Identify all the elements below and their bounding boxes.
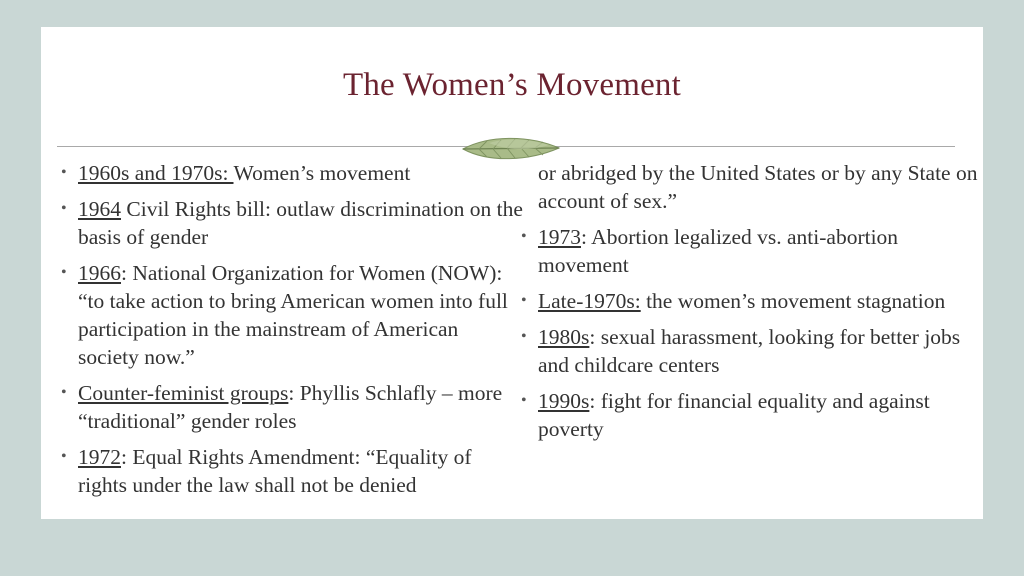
bullet-highlight: 1960s and 1970s: bbox=[78, 161, 234, 185]
bullet-text: the women’s movement stagnation bbox=[640, 289, 946, 313]
bullet-text: : sexual harassment, looking for better jobs and childcare centers bbox=[538, 325, 961, 377]
slide-title: The Women’s Movement bbox=[342, 67, 681, 103]
bullet-text: Civil Rights bill: outlaw discrimination on the basis of gender bbox=[78, 197, 523, 249]
left-column bbox=[59, 159, 524, 507]
bullet-text: : Phyllis Schlafly – more “traditional” gender roles bbox=[78, 381, 503, 433]
bullet-highlight: 1980s bbox=[538, 325, 590, 349]
list-item bbox=[519, 387, 979, 443]
list-item bbox=[519, 287, 979, 315]
bullet-text: : Abortion legalized vs. anti-abortion movement bbox=[538, 225, 899, 277]
list-item bbox=[59, 379, 524, 435]
bullet-highlight: Late-1970s: bbox=[538, 289, 641, 313]
bullet-text: Women’s movement bbox=[233, 161, 411, 185]
list-item bbox=[59, 159, 524, 187]
list-item-continuation bbox=[519, 159, 979, 215]
bullet-highlight: Counter-feminist groups bbox=[78, 381, 289, 405]
list-item bbox=[59, 259, 524, 371]
bullet-highlight: 1966 bbox=[78, 261, 121, 285]
bullet-highlight: 1973 bbox=[538, 225, 581, 249]
list-item bbox=[59, 195, 524, 251]
list-item bbox=[519, 223, 979, 279]
bullet-text: : Equal Rights Amendment: “Equality of rights under the law shall not be denied bbox=[78, 445, 472, 497]
list-item bbox=[519, 323, 979, 379]
bullet-text: or abridged by the United States or by any State on account of sex.” bbox=[538, 161, 978, 213]
bullet-highlight: 1964 bbox=[78, 197, 121, 221]
bullet-highlight: 1972 bbox=[78, 445, 121, 469]
right-column bbox=[519, 159, 979, 451]
bullet-highlight: 1990s bbox=[538, 389, 590, 413]
list-item bbox=[59, 443, 524, 499]
slide bbox=[41, 27, 983, 519]
bullet-text: : National Organization for Women (NOW): “to take action to bring American women into full participation in the mainstream of American society now.” bbox=[78, 261, 508, 369]
bullet-text: : fight for financial equality and against poverty bbox=[538, 389, 930, 441]
